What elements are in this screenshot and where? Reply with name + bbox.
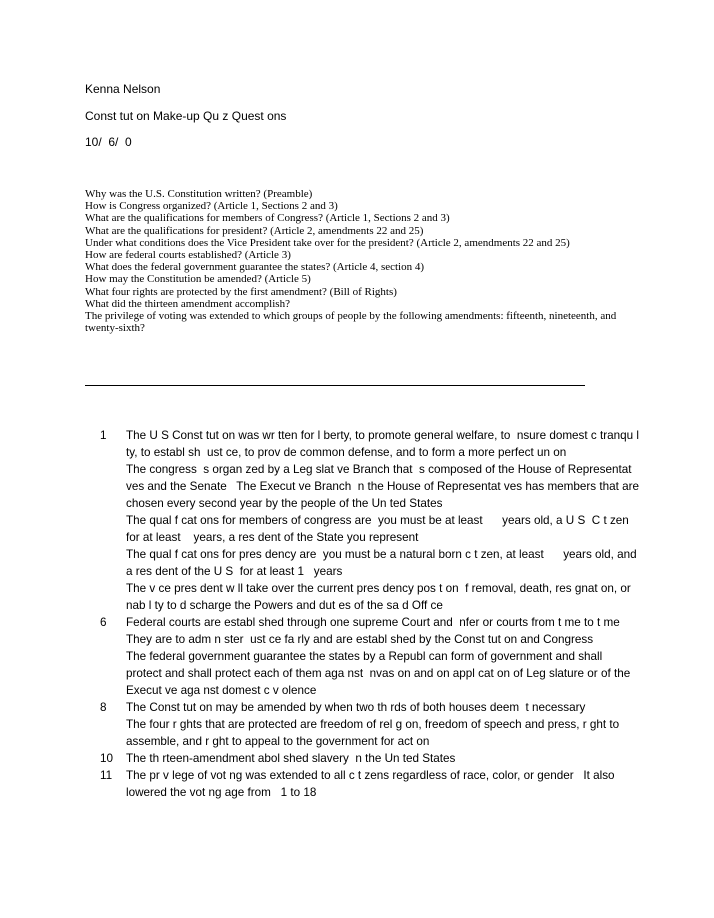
answer-item (100, 767, 640, 801)
answer-item (100, 427, 643, 461)
separator-line (85, 385, 585, 386)
answer-text: The th rteen-amendment abol shed slavery n the Un ted States (126, 752, 456, 765)
question-item: Why was the U.S. Constitution written? (Preamble) (85, 188, 313, 200)
answer-number: 10 (100, 752, 114, 765)
answer-text: The four r ghts that are protected are freedom of rel g on, freedom of speech and press, r ght to assemble, and r ght to appeal to the government for act on (126, 718, 623, 748)
question-item: What are the qualifications for members of Congress? (Article 1, Sections 2 and 3) (85, 212, 450, 225)
answer-item (100, 716, 640, 750)
answer-number (100, 648, 126, 699)
answer-number (100, 716, 126, 750)
answer-text: The U S Const tut on was wr tten for l berty, to promote general welfare, to nsure domest c tranqu l ty, to establ sh ust ce, to prov de common defense, and to form a more perfect un on (126, 429, 643, 459)
answer-item (100, 699, 640, 716)
answer-text: The qual f cat ons for pres dency are you must be a natural born c t zen, at least years old, and a res dent of the U S for at least 1 years (126, 548, 640, 578)
answer-item (100, 461, 643, 512)
question-item: What four rights are protected by the first amendment? (Bill of Rights) (85, 285, 397, 298)
answer-item (100, 580, 640, 614)
question-item: What are the qualifications for president? (Article 2, amendments 22 and 25) (85, 224, 424, 237)
answer-text: The qual f cat ons for members of congress are you must be at least years old, a U S C t zen for at least years, a res dent of the State you represent (126, 514, 633, 544)
answer-item (100, 512, 640, 546)
answer-item (100, 546, 640, 580)
answer-number (100, 512, 126, 546)
answer-number (100, 461, 126, 512)
answer-list (100, 427, 643, 801)
answer-number: 11 (100, 769, 113, 782)
author-name: Kenna Nelson (85, 82, 161, 96)
question-item: Under what conditions does the Vice President take over for the president? (Article 2, amendments 22 and 25) (85, 236, 570, 249)
answer-number (100, 580, 126, 614)
question-item: What did the thirteen amendment accomplish? (85, 297, 290, 310)
answer-number (100, 546, 126, 580)
answer-text: Federal courts are establ shed through one supreme Court and nfer or courts from t me to t me They are to adm n ster ust ce fa rly and are establ shed by the Const tut on and Congress (126, 616, 623, 646)
question-item: What does the federal government guarantee the states? (Article 4, section 4) (85, 261, 425, 274)
answer-item (100, 614, 640, 648)
answer-text: The congress s organ zed by a Leg slat ve Branch that s composed of the House of Representat ves and the Senate The Execut ve Branch n the House of Representat ves has members that are chosen every second year by the people of the Un ted States (126, 463, 643, 510)
answer-text: The v ce pres dent w ll take over the current pres dency pos t on f removal, death, res gnat on, or nab l ty to d scharge the Powers and dut es of the sa d Off ce (126, 582, 638, 612)
answer-number: 6 (100, 616, 107, 629)
question-item: How are federal courts established? (Article 3) (85, 249, 291, 262)
question-list (85, 188, 645, 334)
answer-number: 1 (100, 429, 107, 442)
document-date: 10/ 6/ 0 (85, 135, 132, 149)
question-item: How is Congress organized? (Article 1, Sections 2 and 3) (85, 200, 338, 213)
answer-text: The pr v lege of vot ng was extended to all c t zens regardless of race, color, or gender It also lowered the vot ng age from 1 to 18 (126, 769, 618, 799)
answer-text: The Const tut on may be amended by when two th rds of both houses deem t necessary (126, 701, 586, 714)
answer-number: 8 (100, 701, 107, 714)
answer-item (100, 750, 640, 767)
question-item: The privilege of voting was extended to which groups of people by the following amendments: fifteenth, nineteenth, and twenty-sixth? (85, 310, 617, 335)
question-item: How may the Constitution be amended? (Article 5) (85, 273, 311, 286)
answer-text: The federal government guarantee the states by a Republ can form of government and shall protect and shall protect each of them aga nst nvas on and on appl cat on of Leg slature or of the Execut ve aga nst domest c v olence (126, 650, 634, 697)
document-title: Const tut on Make-up Qu z Quest ons (85, 109, 287, 123)
answer-item (100, 648, 640, 699)
